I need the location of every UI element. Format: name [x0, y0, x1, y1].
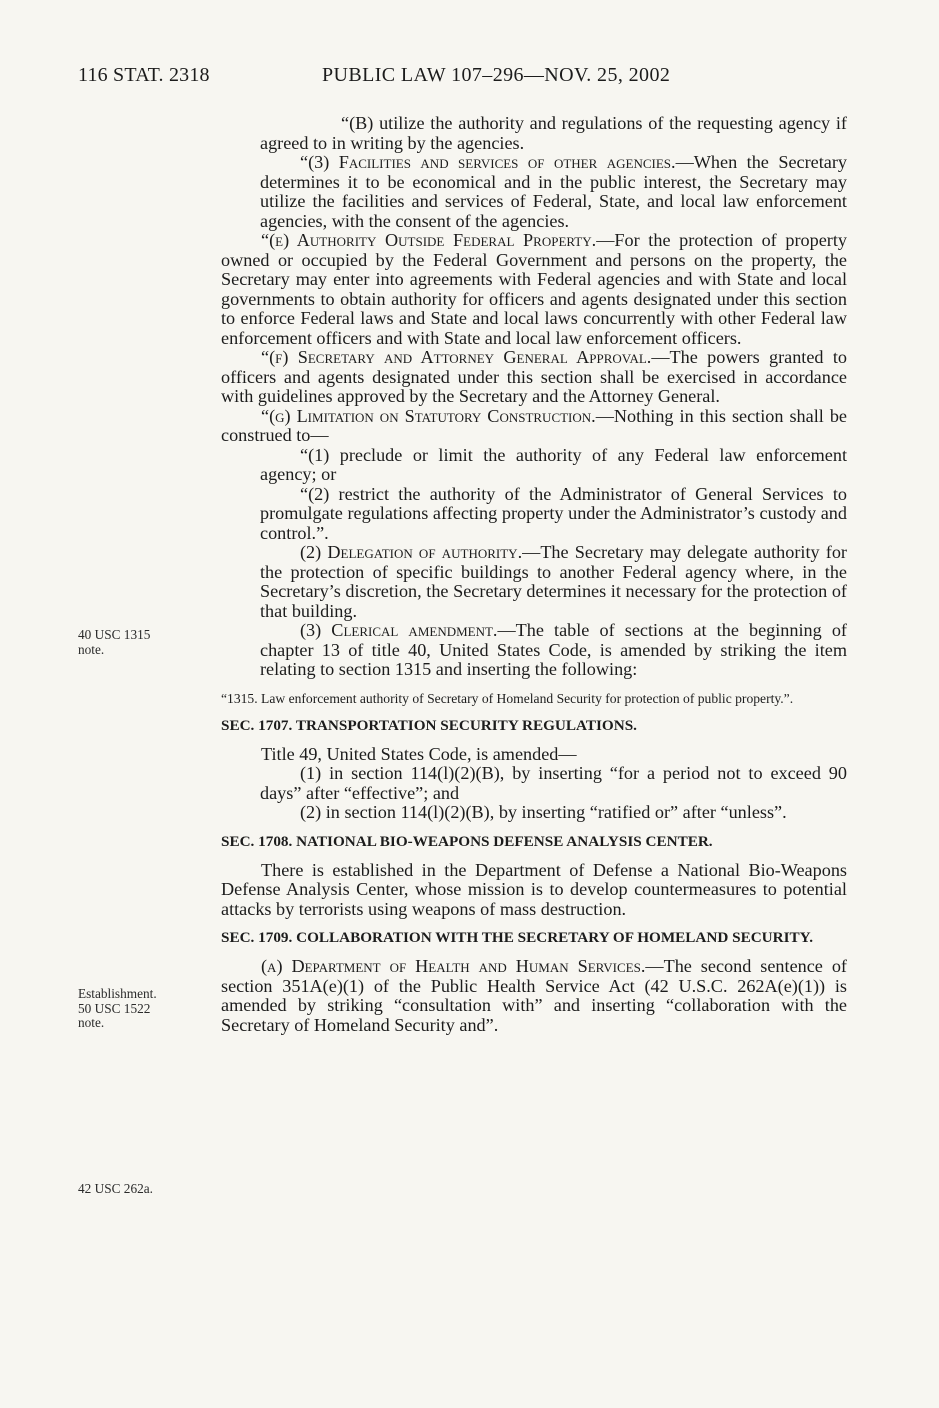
paragraph-text: —The table of sections at the beginning of chapter 13 of title 40, United States Code, is amended by striking the item relating to section 1315 and inserting the following: — [260, 620, 847, 679]
paragraph-heading: (a) Department of Health and Human Services. — [261, 956, 646, 976]
paragraph-text: —The Secretary may delegate authority for the protection of specific buildings to another Federal agency where, in the Secretary’s discretion, the Secretary determines it necessary for the protection of that building. — [260, 542, 847, 621]
public-law-title: PUBLIC LAW 107–296—NOV. 25, 2002 — [322, 64, 671, 86]
paragraph-3-facilities — [221, 153, 847, 231]
margin-note-line: 50 USC 1522 — [78, 1000, 151, 1016]
paragraph-b: “(B) utilize the authority and regulations of the requesting agency if agreed to in writing by the agencies. — [260, 113, 847, 153]
statute-page-reference: 116 STAT. 2318 — [78, 64, 210, 86]
paragraph-g1: “(1) preclude or limit the authority of any Federal law enforcement agency; or — [260, 444, 847, 484]
paragraph-heading: “(e) Authority Outside Federal Property. — [261, 230, 597, 250]
section-1707-item-2: (2) in section 114(l)(2)(B), by inserting “ratified or” after “unless”. — [300, 802, 787, 822]
paragraph-e-authority — [221, 231, 847, 348]
paragraph-text: —Nothing in this section shall be construed to— — [221, 405, 847, 445]
paragraph-text: —For the protection of property owned or occupied by the Federal Government and persons on the property, the Secretary may enter into agreements with Federal agencies and with State and local governments to obtain authority for officers and agents designated under this section to enforce Federal laws and State and local laws concurrently with other Federal law enforcement officers and with State and local law enforcement officers. — [221, 230, 847, 348]
margin-note-40-usc-1315 — [78, 628, 150, 657]
margin-note-42-usc-262a — [78, 1182, 153, 1197]
paragraph-3-clerical — [221, 621, 847, 680]
margin-note-establishment — [78, 987, 157, 1031]
paragraph-f-approval — [221, 348, 847, 407]
margin-note-line: note. — [78, 1015, 105, 1030]
paragraph-text: —The powers granted to officers and agents designated under this section shall be exercised in accordance with guidelines approved by the Secretary and the Attorney General. — [221, 347, 847, 406]
paragraph-heading: (2) Delegation of authority. — [300, 542, 523, 562]
paragraph-text: —When the Secretary determines it to be economical and in the public interest, the Secretary may utilize the facilities and services of Federal, State, and local law enforcement agencies, with the consent of the agencies. — [260, 152, 848, 231]
section-1708-heading: SEC. 1708. NATIONAL BIO-WEAPONS DEFENSE ANALYSIS CENTER. — [221, 832, 713, 850]
paragraph-heading: (3) Clerical amendment. — [300, 620, 498, 640]
page-header — [0, 64, 939, 94]
margin-note-line: note. — [78, 641, 105, 657]
paragraph-heading: “(3) Facilities and services of other agencies. — [300, 152, 676, 172]
section-1708-text: There is established in the Department of Defense a National Bio-Weapons Defense Analysis Center, whose mission is to develop countermeasures to potential attacks by terrorists using weapons of mass destruction. — [221, 859, 847, 919]
table-of-sections-entry: “1315. Law enforcement authority of Secretary of Homeland Security for protection of public property.”. — [221, 690, 794, 706]
document-body — [221, 114, 847, 1035]
margin-note-line: 40 USC 1315 — [78, 627, 151, 642]
paragraph-heading: “(g) Limitation on Statutory Construction. — [261, 405, 596, 426]
paragraph-heading: “(f) Secretary and Attorney General Approval. — [261, 347, 652, 367]
section-1709-heading: SEC. 1709. COLLABORATION WITH THE SECRETARY OF HOMELAND SECURITY. — [221, 929, 814, 946]
paragraph-g-limitation — [221, 407, 847, 446]
paragraph-2-delegation — [221, 543, 847, 621]
paragraph-g2: “(2) restrict the authority of the Administrator of General Services to promulgate regulations affecting property under the Administrator’s custody and control.”. — [260, 483, 847, 543]
margin-note-line: 42 USC 262a. — [78, 1181, 153, 1196]
section-1707-item-1: (1) in section 114(l)(2)(B), by inserting “for a period not to exceed 90 days” after “effective”; and — [260, 763, 847, 803]
section-1707-heading: SEC. 1707. TRANSPORTATION SECURITY REGULATIONS. — [221, 716, 637, 734]
margin-note-line: Establishment. — [78, 986, 157, 1001]
section-1707-intro: Title 49, United States Code, is amended— — [261, 743, 577, 764]
section-1709-subsection-a — [221, 957, 847, 1035]
paragraph-text: —The second sentence of section 351A(e)(1) of the Public Health Service Act (42 U.S.C. 262A(e)(1)) is amended by striking “consultation with” and inserting “collaboration with the Secretary of Homeland Security and”. — [221, 956, 847, 1035]
